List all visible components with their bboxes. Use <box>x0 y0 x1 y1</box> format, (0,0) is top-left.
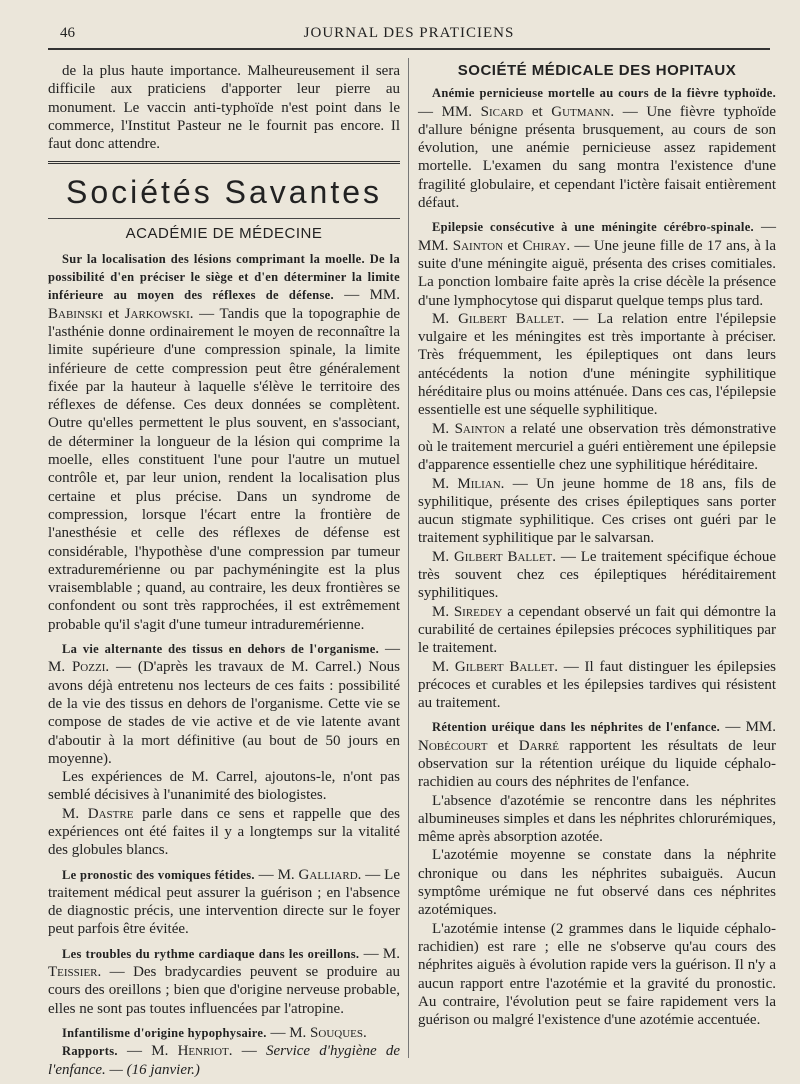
page-header <box>48 22 770 50</box>
author-name: Sainton <box>454 420 505 437</box>
entry-rapports: Rapports. — M. Henriot. — Service d'hygiène de l'enfance. — (16 janvier.) <box>48 1043 401 1078</box>
journal-title: JOURNAL DES PRATICIENS <box>303 25 515 41</box>
academie-title: ACADÉMIE DE MÉDECINE <box>125 225 323 243</box>
author-name: Henriot <box>177 1043 229 1060</box>
paragraph: M. Dastre parle dans ce sens et rappelle que des expériences ont été faites il y a longtemps sur la vitalité des globules blancs. <box>48 805 401 859</box>
author-name: Pozzi <box>71 659 106 676</box>
author-name: Nobécourt <box>418 737 488 754</box>
paragraph: L'absence d'azotémie se rencontre dans les néphrites albumineuses simples et dans les néphrites chlorurémiques, même après absorption azotée. <box>418 792 776 846</box>
author-name: Gilbert Ballet <box>454 658 555 675</box>
left-column <box>48 62 400 1079</box>
entry-heading: Le pronostic des vomiques fétides. <box>62 867 255 882</box>
entry-heading: Rapports. <box>62 1044 118 1059</box>
author-name: Gilbert Ballet <box>453 548 553 565</box>
paragraph: M. Gilbert Ballet. — La relation entre l'épilepsie vulgaire et les méningites est très importante à préciser. Très fréquemment, les épileptiques ont dans leurs antécédents la notion d'une méningite syphilitique héréditaire plus ou moins atténuée. Dans ces cas, l'épilepsie essentielle est une séquelle syphilitique. <box>418 310 777 419</box>
paragraph: L'azotémie moyenne se constate dans la néphrite chronique ou dans les néphrites subaiguës. Aucun symptôme urémique ne fut observé dans ces néphrites azotémiques. <box>418 847 776 919</box>
paragraph: M. Gilbert Ballet. — Le traitement spécifique échoue très souvent chez ces épileptiques héréditairement syphilitiques. <box>418 548 776 602</box>
entry-heading: Les troubles du rythme cardiaque dans les oreillons. <box>62 946 360 961</box>
entry-heading: Infantilisme d'origine hypophysaire. <box>62 1025 267 1040</box>
intro-paragraph: de la plus haute importance. Malheureusement il sera difficile aux praticiens d'apporter leur pierre au monument. Le vaccin anti-typhoïde n'est point dans le commerce, l'Institut Pasteur ne le fournit pas encore. Il faut donc attendre. <box>48 63 400 153</box>
author-name: Jarkowski <box>124 305 190 322</box>
entry-heading: Anémie pernicieuse mortelle au cours de la fièvre typhoïde. <box>432 86 776 101</box>
societe-medicale-title: SOCIÉTÉ MÉDICALE DES HOPITAUX <box>457 62 737 79</box>
paragraph: M. Siredey a cependant observé un fait qui démontre la curabilité de certaines épilepsies précoces syphilitiques par le traitement. <box>418 603 776 657</box>
societes-savantes-title: Sociétés Savantes <box>65 174 383 211</box>
author-name: Milian <box>457 475 501 492</box>
title-underline <box>48 218 400 219</box>
author-name: Gilbert Ballet <box>458 310 561 327</box>
paragraph: L'azotémie intense (2 grammes dans le liquide céphalo-rachidien) est rare ; elle ne s'observe qu'au cours des néphrites aiguës à évolution rapide vers la guérison. Il n'y a aucun rapport entre l'azotémie et la gravité du pronostic. Au contraire, l'évolution peut se faire rapidement vers la guérison ou malgré l'existence d'une azotémie accentuée. <box>418 920 776 1029</box>
author-name: Babinski <box>48 305 103 322</box>
right-column <box>418 62 776 1029</box>
entry-epilepsie: Epilepsie consécutive à une méningite cérébro-spinale. — MM. Sainton et Chiray. — Une jeune fille de 17 ans, à la suite d'une méningite aiguë, présenta des crises comitiales. La ponction lombaire faite après la crise décèle la présence d'une lymphocytose qui disparut quelque temps plus tard. <box>418 219 777 309</box>
rapport-title: Service d'hygiène de l'enfance. — (16 janvier.) <box>48 1043 401 1078</box>
page-number: 46 <box>60 25 75 41</box>
author-name: Chiray <box>522 237 567 254</box>
entry-vie-alternante: La vie alternante des tissus en dehors de l'organisme. — M. Pozzi. — (D'après les travaux de M. Carrel.) Nous avons déjà entretenu nos lecteurs de ces faits : possibilité de la vie des tissus en dehors de l'organisme. Cette vie se compose de stades de vie active et de vie latente avant d'aboutir à la mort définitive (au bout de 50 jours en moyenne). <box>48 641 401 767</box>
entry-heading: Sur la localisation des lésions comprimant la moelle. De la possibilité d'en préciser le siège et d'en déterminer la limite inférieure au moyen des réflexes de défense. <box>48 251 400 303</box>
paragraph: M. Gilbert Ballet. — Il faut distinguer les épilepsies précoces et curables et les épilepsies tardives qui résistent au traitement. <box>418 658 776 712</box>
column-divider <box>408 58 409 1058</box>
paragraph: M. Sainton a relaté une observation très démonstrative où le traitement mercuriel a guéri entièrement une épilepsie d'apparence essentielle chez une syphilitique héréditaire. <box>418 420 776 474</box>
author-name: Siredey <box>453 603 503 620</box>
author-name: Sicard <box>480 103 524 120</box>
entry-retention-ureique: Rétention uréique dans les néphrites de l'enfance. — MM. Nobécourt et Darré rapportent les résultats de leur observation sur la rétention uréique du liquide céphalo-rachidien au cours des néphrites de l'enfance. <box>418 719 776 791</box>
author-name: Gutmann <box>551 103 611 120</box>
author-name: Teissier <box>48 964 98 981</box>
paragraph: M. Milian. — Un jeune homme de 18 ans, fils de syphilitique, présente des crises épileptiques sans porter aucun stigmate syphilitique. Ces crises ont guéri par le traitement syphilitique par le salvarsan. <box>418 475 776 547</box>
entry-rythme-cardiaque: Les troubles du rythme cardiaque dans les oreillons. — M. Teissier. — Des bradycardies peuvent se produire au cours des oreillons ; bien que d'origine nerveuse probable, elles ne sont pas toutes influencées par l'atropine. <box>48 945 400 1017</box>
author-name: Souques <box>310 1024 364 1041</box>
paragraph: Les expériences de M. Carrel, ajoutons-le, n'ont pas semblé décisives à l'unanimité des biologistes. <box>48 769 400 804</box>
entry-heading: La vie alternante des tissus en dehors de l'organisme. <box>62 642 380 657</box>
entry-vomiques: Le pronostic des vomiques fétides. — M. Galliard. — Le traitement médical peut assurer la guérison ; en l'absence de diagnostic précis, une intervention directe sur le foyer peut parfois être évitée. <box>48 866 400 938</box>
entry-infantilisme: Infantilisme d'origine hypophysaire. — M. Souques. <box>62 1024 367 1041</box>
author-name: Dastre <box>87 805 134 822</box>
entry-heading: Epilepsie consécutive à une méningite cérébro-spinale. <box>432 220 754 235</box>
author-name: Darré <box>518 737 559 754</box>
author-name: Galliard <box>298 866 358 883</box>
entry-anemie: Anémie pernicieuse mortelle au cours de la fièvre typhoïde. — MM. Sicard et Gutmann. — Une fièvre typhoïde d'allure bénigne présenta brusquement, au cours de son évolution, une anémie pernicieuse assez rapidement mortelle. L'examen du sang montra l'existence d'une fragilité globulaire, et cependant l'ictère faisait entièrement défaut. <box>418 86 776 212</box>
author-name: Sainton <box>452 237 504 254</box>
section-divider <box>48 161 400 164</box>
entry-heading: Rétention uréique dans les néphrites de l'enfance. <box>432 720 721 735</box>
entry-localisation: Sur la localisation des lésions comprimant la moelle. De la possibilité d'en préciser le siège et d'en déterminer la limite inférieure au moyen des réflexes de défense. — MM. Babinski et Jarkowski. — Tandis que la topographie de l'asthénie donne ordinairement le moyen de reconnaître la limite supérieure d'une compression spinale, la limite inférieure de cette compression peut être généralement fixée par la hauteur à laquelle s'élève le territoire des réflexes de défense. Ces deux données se complètent. Outre qu'elles permettent le plus souvent, en s'associant, de déterminer la longueur de la lésion qui comprime la moelle, elles constituent l'une pour l'autre un mutuel contrôle et, par leur union, rendent la localisation plus certaine et plus précise. Dans un syndrome de compression, lorsque l'écart entre la frontière de l'anesthésie et celle des réflexes de défense est considérable, l'hypothèse d'une compression par tumeur extraduremérienne ou par pachyméningite est la plus vraisemblable ; quand, au contraire, les deux frontières se confondent ou sont très rapprochées, il est extrêmement probable qu'il s'agit d'une tumeur intraduremérienne. <box>48 251 400 633</box>
